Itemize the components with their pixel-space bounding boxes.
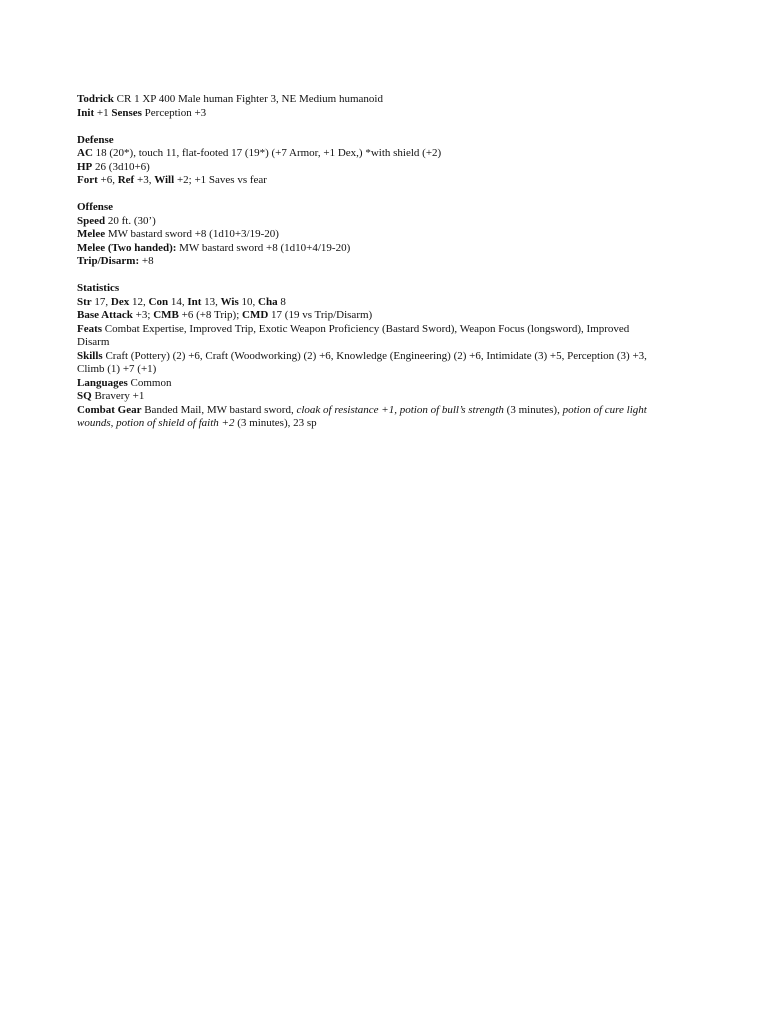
combat-gear-items: cloak of resistance +1, potion of bull’s strength	[296, 403, 504, 416]
melee-two-handed-label: Melee (Two handed):	[77, 241, 177, 254]
cha-value: 8	[277, 295, 286, 308]
creature-name: Todrick	[77, 93, 114, 105]
cmb-value: +6 (+8 Trip);	[178, 309, 243, 321]
creature-summary: CR 1 XP 400 Male human Fighter 3, NE Medium humanoid	[113, 93, 383, 105]
wis-label: Wis	[220, 295, 239, 308]
senses-label: Senses	[111, 106, 142, 119]
defense-heading	[77, 134, 677, 148]
attack-line	[77, 309, 677, 323]
int-value: 13,	[201, 295, 221, 308]
speed-value: 20 ft. (30’)	[105, 214, 156, 227]
spacer	[77, 120, 677, 134]
combat-gear-text: Banded Mail, MW bastard sword,	[141, 403, 297, 416]
con-value: 14,	[168, 295, 188, 308]
hp-line	[77, 161, 677, 175]
combat-gear-line-continued	[77, 417, 677, 431]
init-senses-line	[77, 107, 677, 121]
int-label: Int	[187, 295, 202, 308]
combat-gear-line	[77, 404, 677, 418]
statistics-heading	[77, 282, 677, 296]
feats-line	[77, 323, 677, 337]
combat-gear-tail: (3 minutes), 23 sp	[234, 417, 317, 429]
ref-label: Ref	[117, 174, 135, 186]
melee-line	[77, 228, 677, 242]
init-label: Init	[77, 106, 95, 119]
will-label: Will	[154, 174, 175, 186]
languages-label: Languages	[77, 376, 128, 389]
senses-value: Perception +3	[141, 106, 207, 119]
sq-line	[77, 390, 677, 404]
skills-value-continued: Climb (1) +7 (+1)	[77, 363, 157, 375]
bab-label: Base Attack	[77, 309, 133, 321]
combat-gear-potions: wounds, potion of shield of faith +2	[77, 417, 235, 429]
combat-gear-potion: potion of cure light	[562, 403, 647, 416]
offense-heading	[77, 201, 677, 215]
cmb-label: CMB	[153, 309, 179, 321]
dex-value: 12,	[129, 295, 149, 308]
skills-value: Craft (Pottery) (2) +6, Craft (Woodworking) (2) +6, Knowledge (Engineering) (2) +6, Intimidate (3) +5, Perception (3) +3,	[102, 349, 647, 362]
speed-line	[77, 215, 677, 229]
melee-two-handed-value: MW bastard sword +8 (1d10+4/19-20)	[176, 241, 351, 254]
skills-line	[77, 350, 677, 364]
trip-disarm-label: Trip/Disarm:	[77, 255, 140, 267]
languages-value: Common	[127, 376, 172, 389]
dex-label: Dex	[110, 295, 130, 308]
languages-line	[77, 377, 677, 391]
header-line	[77, 93, 677, 107]
defense-heading-text: Defense	[77, 133, 114, 146]
init-value: +1	[94, 106, 112, 119]
trip-disarm-line	[77, 255, 677, 269]
cha-label: Cha	[258, 295, 278, 308]
ability-scores-line	[77, 296, 677, 310]
offense-heading-text: Offense	[77, 201, 114, 213]
melee-value: MW bastard sword +8 (1d10+3/19-20)	[105, 228, 279, 240]
feats-line-continued	[77, 336, 677, 350]
statistics-heading-text: Statistics	[77, 282, 120, 294]
feats-value-continued: Disarm	[77, 336, 110, 348]
fort-label: Fort	[77, 174, 98, 186]
hp-label: HP	[77, 160, 93, 173]
con-label: Con	[148, 295, 169, 308]
combat-gear-label: Combat Gear	[77, 403, 142, 416]
trip-disarm-value: +8	[139, 255, 154, 267]
will-value: +2; +1 Saves vs fear	[174, 174, 267, 186]
speed-label: Speed	[77, 214, 106, 227]
fort-value: +6,	[97, 174, 118, 186]
feats-label: Feats	[77, 322, 103, 335]
ac-value: 18 (20*), touch 11, flat-footed 17 (19*) (+7 Armor, +1 Dex,) *with shield (+2)	[92, 147, 442, 159]
spacer	[77, 188, 677, 202]
ac-label: AC	[77, 147, 93, 159]
skills-label: Skills	[77, 349, 103, 362]
bab-value: +3;	[132, 309, 154, 321]
spacer	[77, 269, 677, 283]
sq-value: Bravery +1	[91, 390, 145, 402]
hp-value: 26 (3d10+6)	[92, 160, 150, 173]
feats-value: Combat Expertise, Improved Trip, Exotic Weapon Proficiency (Bastard Sword), Weapon Focus (longsword), Improved	[102, 322, 630, 335]
combat-gear-duration: (3 minutes),	[503, 403, 563, 416]
cmd-label: CMD	[242, 309, 269, 321]
ref-value: +3,	[134, 174, 155, 186]
saves-line	[77, 174, 677, 188]
wis-value: 10,	[238, 295, 259, 308]
str-label: Str	[77, 295, 92, 308]
str-value: 17,	[91, 295, 111, 308]
ac-line	[77, 147, 677, 161]
skills-line-continued	[77, 363, 677, 377]
cmd-value: 17 (19 vs Trip/Disarm)	[268, 309, 373, 321]
melee-two-handed-line	[77, 242, 677, 256]
melee-label: Melee	[77, 228, 106, 240]
stat-block	[77, 93, 677, 431]
sq-label: SQ	[77, 390, 92, 402]
